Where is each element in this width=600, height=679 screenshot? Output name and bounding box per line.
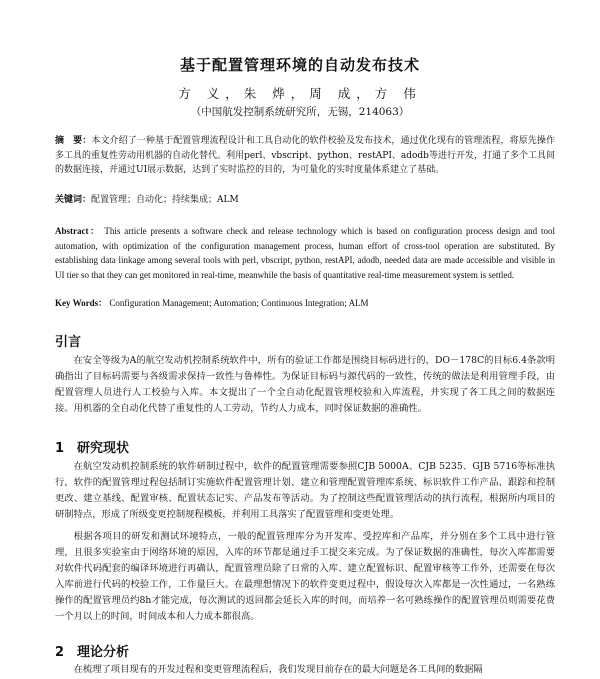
abstract-cn-text: 本文介绍了一种基于配置管理流程设计和工具自动化的软件校验及发布技术，通过优化现有的管理流程，将原先操作多工具的重复性劳动用机器的自动化替代。利用perl、vbscript、python、restAPI、adodb等进行开发，打通了多个工具间的数据连接，并通过UI展示数据，达到了实时监控的目的，为可量化的实时度量体系建立了基础。 (55, 136, 555, 175)
section-2-heading: 2 理论分析 (55, 645, 130, 660)
paper-authors: 方 义，朱 烨，周 成，方 伟 (178, 86, 422, 101)
section-intro-heading: 引言 (55, 335, 82, 350)
abstract-cn-label: 摘 要： (55, 136, 92, 146)
abstract-en-text: This article presents a software check and release technology which is based on configuration process design and tool automation, with optimization of the configuration management process, human effort of cross-tool operation are substituted. By establishing data linkage among several tools with perl, vbscript, python, restAPI, adodb, needed data are made accessible and visible in UI tier so that they can get monitored in real-time, meanwhile the basis of quantitative real-time measurement system is settled. (55, 226, 555, 280)
abstract-en (55, 224, 555, 282)
keywords-cn (55, 193, 555, 208)
abstract-en-label: Abstract： (55, 226, 101, 236)
paper-affiliation: （中国航发控制系统研究所，无锡，214063） (190, 106, 410, 118)
keywords-cn-label: 关键词： (55, 195, 92, 205)
section-1-paragraph-a: 在航空发动机控制系统的软件研制过程中，软件的配置管理需要参照CJB 5000A、CJB 5235、GJB 5716等标准执行，软件的配置管理过程包括制订实施软件配置管理计划、建立和管理配置管理库系统、标识软件工作产品、跟踪和控制更改、建立基线、配置审核、配置状态记实、产品发布等活动。为了控制这些配置管理活动的执行流程，根据所内项目的研制特点，形成了所级变更控制规程模板，并利用工具落实了配置管理和变更处理。 (55, 461, 555, 520)
keywords-en-text: Configuration Management; Automation; Continuous Integration; ALM (109, 298, 369, 308)
keywords-cn-text: 配置管理；自动化；持续集成；ALM (91, 195, 239, 205)
paper-title: 基于配置管理环境的自动发布技术 (179, 56, 420, 74)
keywords-en (55, 296, 555, 311)
section-1-paragraph-b: 根据各项目的研发和测试环境特点，一般的配置管理库分为开发库、受控库和产品库，并分别在多个工具中进行管理，且很多实验室由于网络环境的原因，入库的环节都是通过手工提交来完成。为了保证数据的准确性，每次入库都需要对软件代码配套的编译环境进行再确认，配置管理员除了日常的入库、建立配置标识、配置审核等工作外，还需要在每次入库前进行代码的校验工作，工作量巨大。在最理想情况下的软件变更过程中，假设每次入库都是一次性通过，一名熟练操作的配置管理员约8h才能完成，每次测试的返回都会延长入库的时间，而培养一名可熟练操作的配置管理员则需要花费一个月以上的时间，时间成本和人力成本都很高。 (55, 531, 555, 622)
abstract-cn (55, 134, 555, 178)
section-2-text: 在梳理了项目现有的开发过程和变更管理流程后，我们发现目前存在的最大问题是各工具间的数据隔 (73, 664, 483, 675)
section-intro-text: 在安全等级为A的航空发动机控制系统软件中，所有的验证工作都是围绕目标码进行的，DO－178C的目标6.4条款明确指出了目标码需要与各级需求保持一致性与鲁棒性。为保证目标码与源代码的一致性，传统的做法是利用管理手段，由配置管理人员进行人工校验与入库。本文提出了一个全自动化配置管理校验和入库流程，并实现了各工具之间的数据连接。用机器的全自动化代替了重复性的人工劳动，节约人力成本，同时保证数据的准确性。 (55, 355, 555, 414)
section-1-heading: 1 研究现状 (55, 441, 130, 456)
keywords-en-label: Key Words： (55, 298, 108, 308)
